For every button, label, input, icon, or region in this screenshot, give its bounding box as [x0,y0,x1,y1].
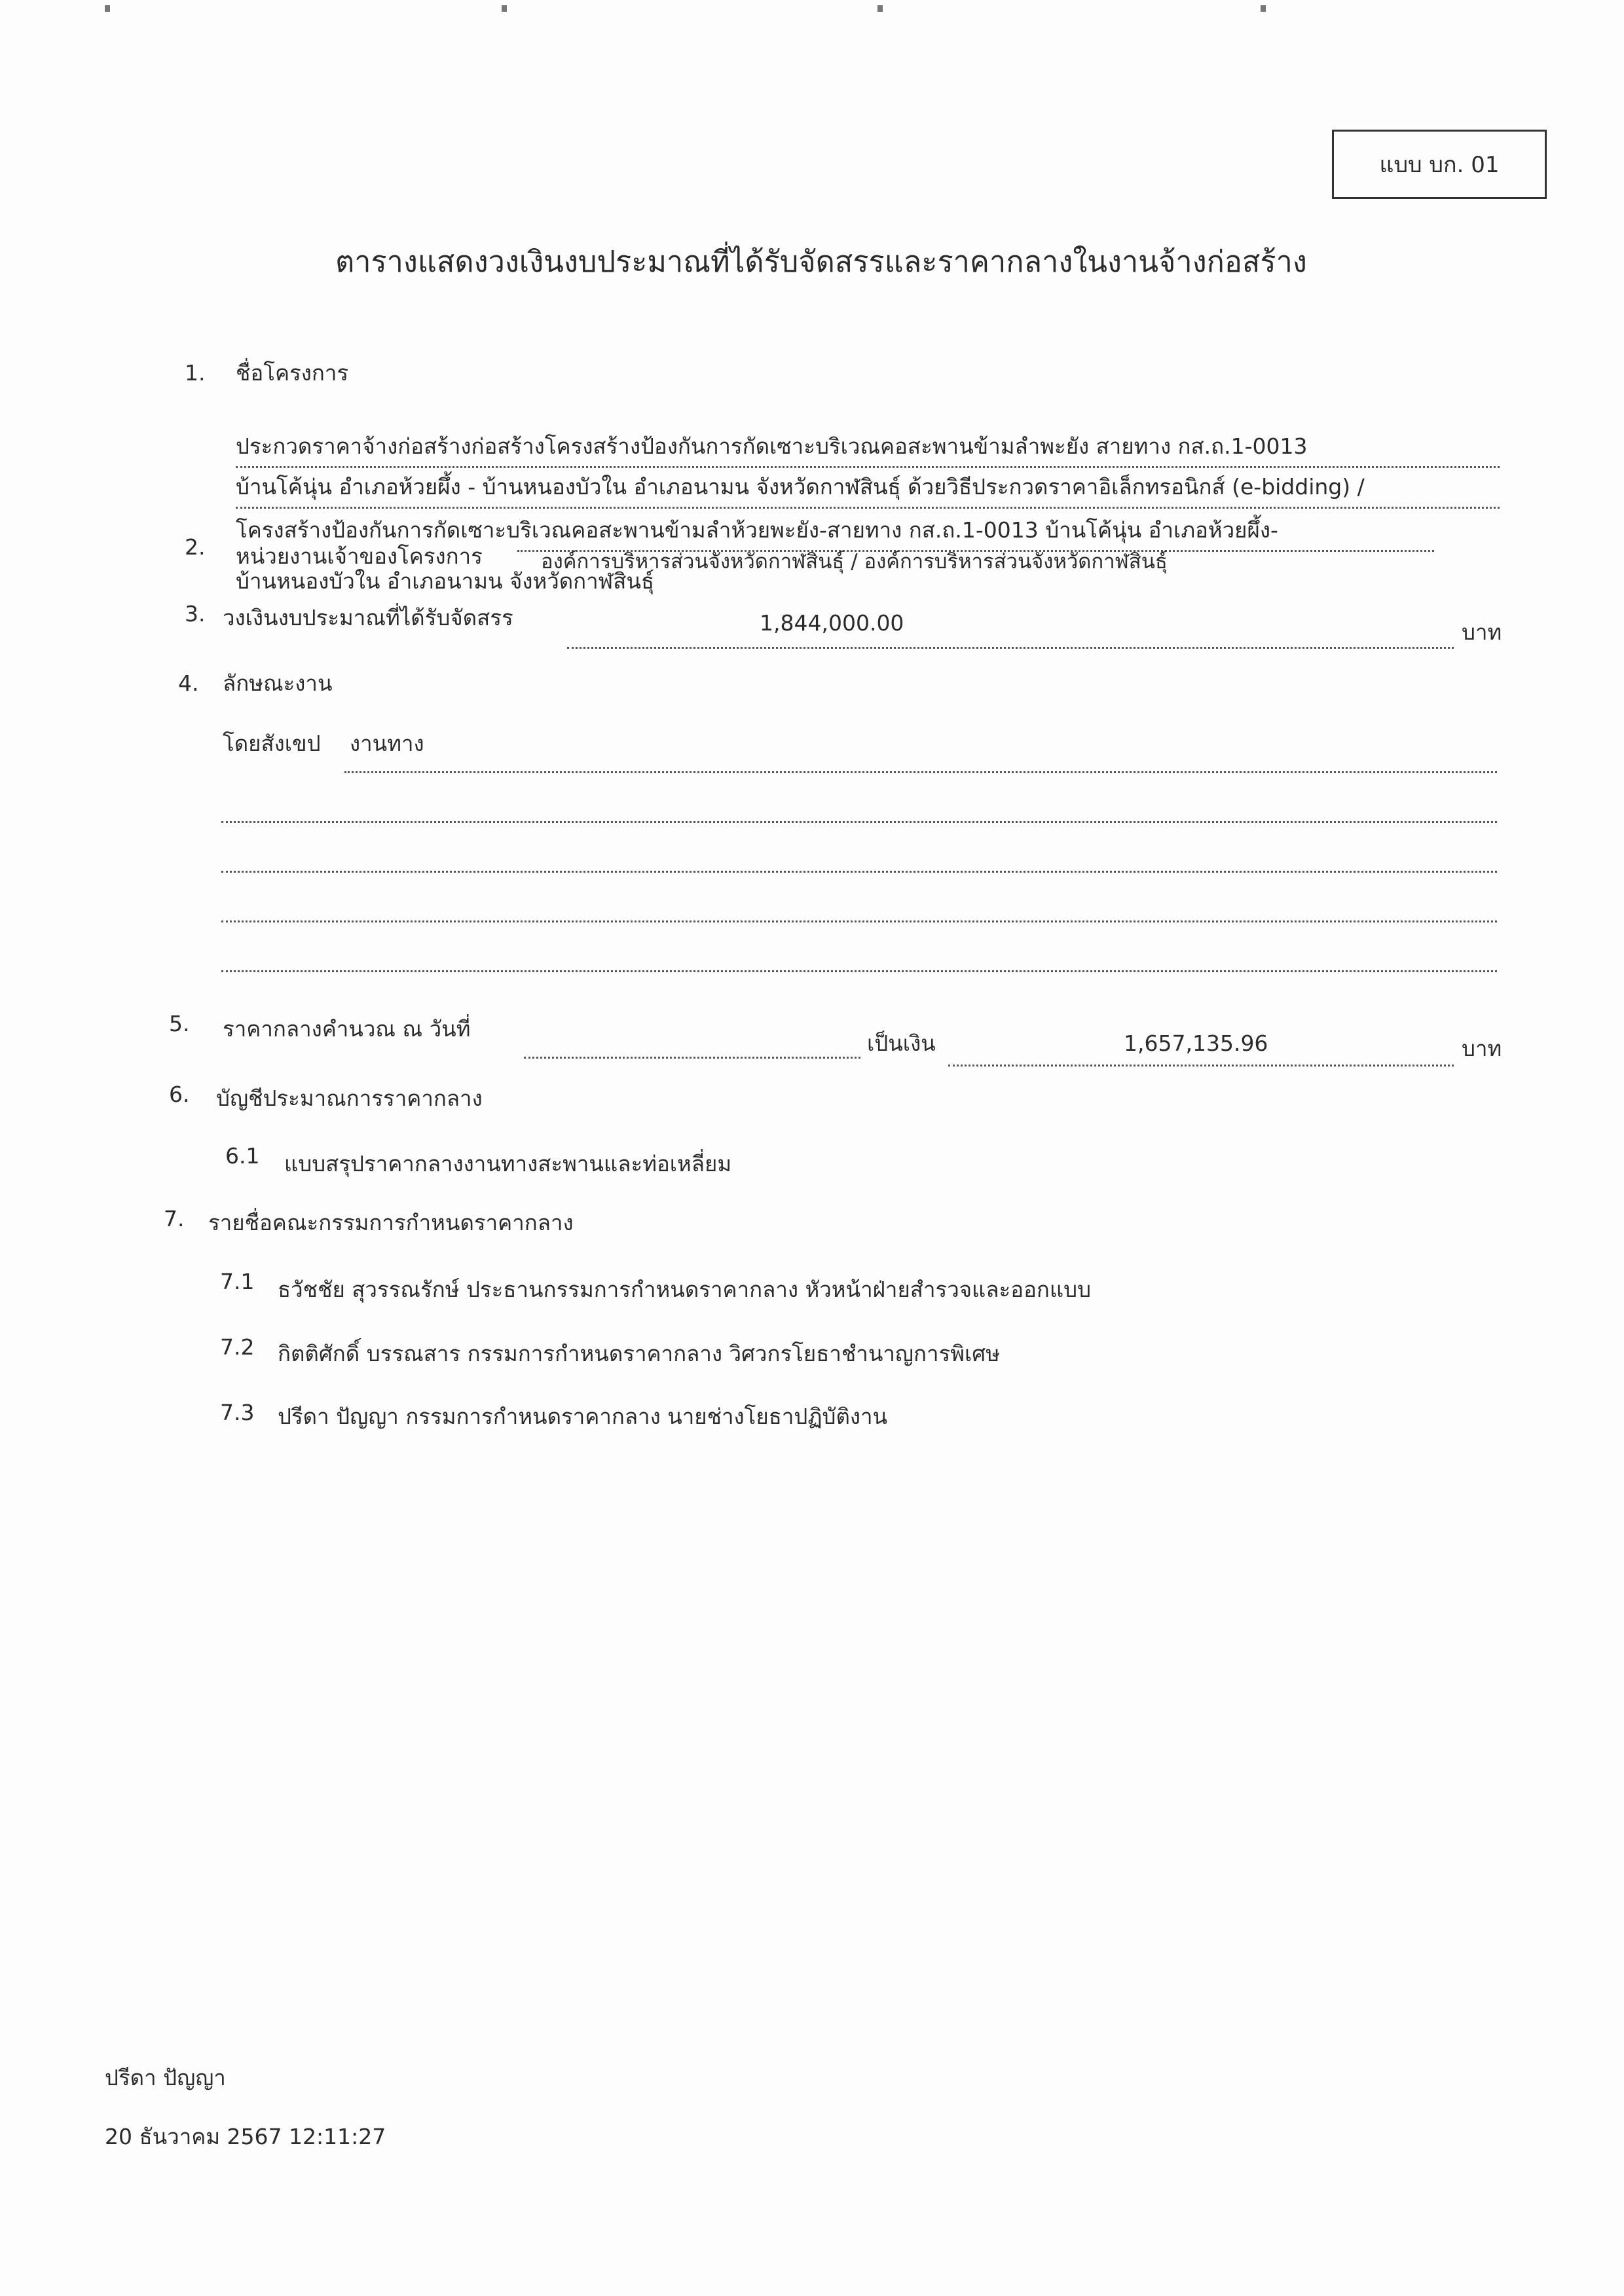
section6-item-text: แบบสรุปราคากลางงานทางสะพานและท่อเหลี่ยม [284,1151,732,1176]
committee-item-number: 7.1 [220,1269,255,1294]
committee-item-number: 7.2 [220,1334,255,1360]
section6-number: 6. [169,1082,190,1107]
committee-item-text: ธวัชชัย สุวรรณรักษ์ ประธานกรรมการกำหนดราคากลาง หัวหน้าฝ่ายสำรวจและออกแบบ [278,1277,1092,1302]
dotted-line [236,507,1500,509]
dotted-line [948,1065,1454,1066]
committee-item-number: 7.3 [220,1400,255,1425]
project-line-4: บ้านหนองบัวใน อำเภอนามน จังหวัดกาฬสินธุ์ [236,568,655,594]
dotted-line [236,466,1500,468]
project-line-2: บ้านโค้นุ่น อำเภอห้วยผึ้ง - บ้านหนองบัวใน อำเภอนามน จังหวัดกาฬสินธุ์ ด้วยวิธีประกวดราคาอิเล็กทรอนิกส์ (e-bidding) / [236,474,1365,500]
section6-label: บัญชีประมาณการราคากลาง [216,1085,483,1111]
median-price-amount: 1,657,135.96 [1124,1030,1268,1056]
median-price-unit: บาท [1462,1036,1502,1061]
footer-name: ปรีดา ปัญญา [105,2065,226,2090]
dotted-line [344,771,1497,773]
summary-value: งานทาง [350,731,424,756]
amount-label: เป็นเงิน [867,1030,936,1056]
dotted-line [524,1057,860,1059]
section7-label: รายชื่อคณะกรรมการกำหนดราคากลาง [208,1210,574,1235]
owner-agency: องค์การบริหารส่วนจังหวัดกาฬสินธุ์ / องค์การบริหารส่วนจังหวัดกาฬสินธุ์ [541,550,1168,574]
scan-mark [105,5,110,12]
project-line-1: ประกวดราคาจ้างก่อสร้างก่อสร้างโครงสร้างป้องกันการกัดเซาะบริเวณคอสะพานข้ามลำพะยัง สายทาง กส.ถ.1-0013 [236,433,1308,459]
form-code: แบบ บก. 01 [1379,152,1500,178]
committee-item-text: ปรีดา ปัญญา กรรมการกำหนดราคากลาง นายช่างโยธาปฏิบัติงาน [278,1404,888,1429]
document-title: ตารางแสดงวงเงินงบประมาณที่ได้รับจัดสรรและราคากลางในงานจ้างก่อสร้าง [335,244,1307,279]
scan-mark [502,5,507,12]
section3-number: 3. [185,601,206,627]
section1-label: ชื่อโครงการ [236,360,349,386]
dotted-line [221,871,1497,873]
section4-label: ลักษณะงาน [223,670,333,696]
form-code-box [1332,130,1547,199]
section2-label: หน่วยงานเจ้าของโครงการ [236,543,483,569]
footer-timestamp: 20 ธันวาคม 2567 12:11:27 [105,2124,386,2149]
project-line-3: โครงสร้างป้องกันการกัดเซาะบริเวณคอสะพานข้ามลำห้วยพะยัง-สายทาง กส.ถ.1-0013 บ้านโค้นุ่น อำเภอห้วยผึ้ง- [236,517,1278,543]
section1-number: 1. [185,360,206,386]
scan-mark [877,5,883,12]
dotted-line [221,970,1497,972]
section4-number: 4. [178,670,199,696]
budget-unit: บาท [1462,619,1502,645]
scan-mark [1261,5,1266,12]
section5-number: 5. [169,1011,190,1036]
section6-item-number: 6.1 [225,1143,260,1169]
section2-number: 2. [185,534,206,560]
summary-label: โดยสังเขป [223,731,321,756]
dotted-line [221,920,1497,922]
committee-item-text: กิตติศักดิ์ บรรณสาร กรรมการกำหนดราคากลาง วิศวกรโยธาชำนาญการพิเศษ [278,1341,1001,1366]
section7-number: 7. [164,1206,185,1231]
dotted-line [221,821,1497,823]
budget-amount: 1,844,000.00 [760,610,904,636]
section3-label: วงเงินงบประมาณที่ได้รับจัดสรร [223,605,513,630]
dotted-line [567,647,1454,649]
section5-label: ราคากลางคำนวณ ณ วันที่ [223,1016,471,1042]
